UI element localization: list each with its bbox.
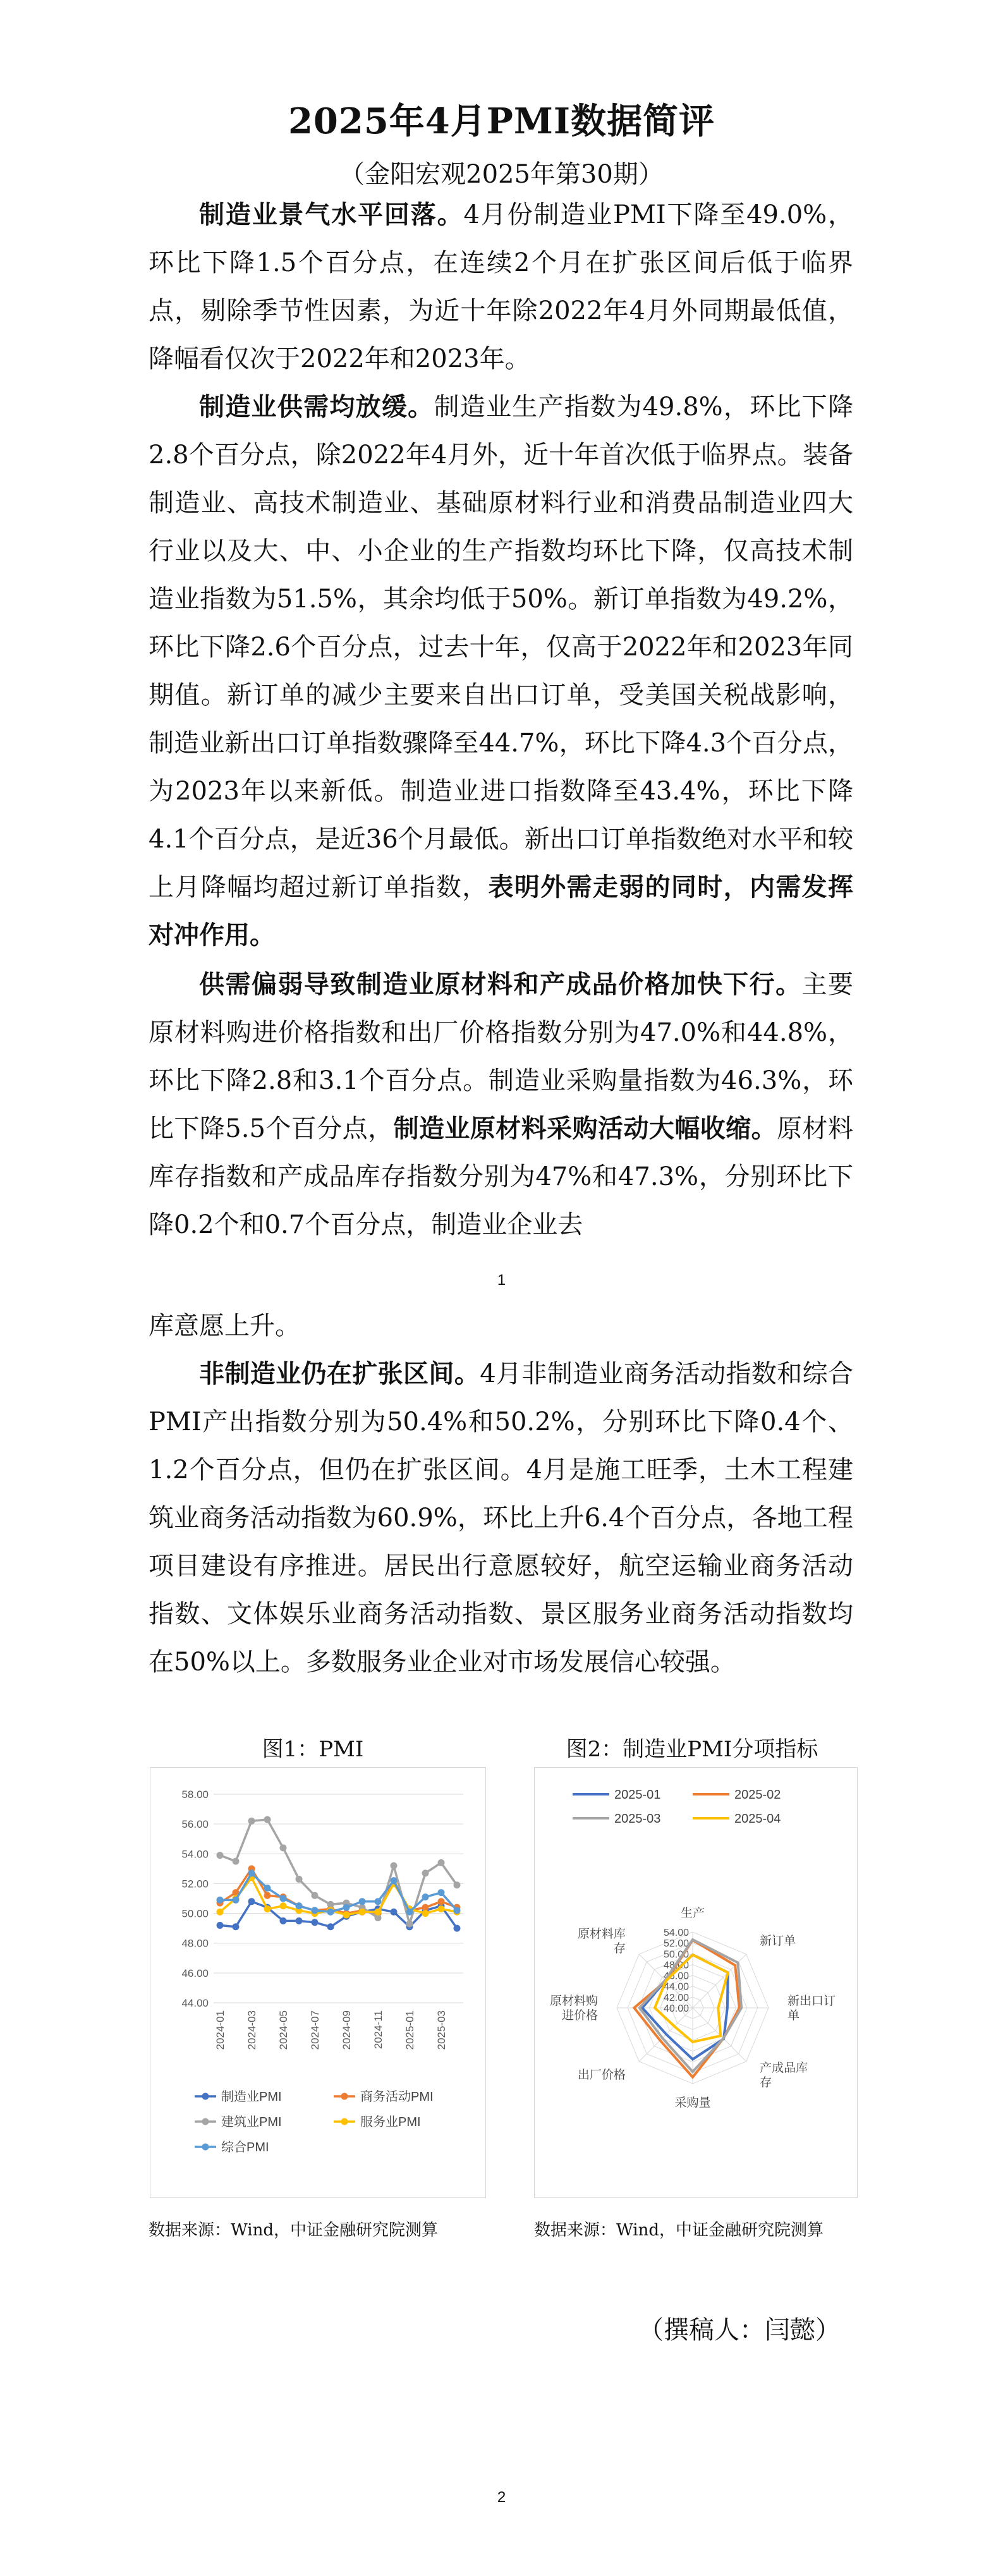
figure-1-caption: 图1：PMI xyxy=(262,1737,364,1762)
ring-label: 52.00 xyxy=(663,1938,689,1950)
data-point xyxy=(375,1909,382,1916)
data-point xyxy=(280,1902,287,1909)
data-point xyxy=(327,1923,334,1930)
data-point xyxy=(327,1901,334,1908)
data-point xyxy=(343,1904,350,1911)
data-point xyxy=(454,1907,461,1914)
ring-label: 40.00 xyxy=(663,2003,689,2014)
data-point xyxy=(233,1923,240,1930)
figure-2-source: 数据来源：Wind，中证金融研究院测算 xyxy=(534,2221,824,2240)
figure-2-caption: 图2：制造业PMI分项指标 xyxy=(566,1737,818,1762)
paragraph-3-continuation: 库意愿上升。 xyxy=(149,1311,300,1340)
data-point xyxy=(422,1893,429,1900)
axis-label xyxy=(578,2068,626,2082)
data-point xyxy=(280,1844,287,1851)
axis-label xyxy=(760,1934,796,1948)
data-point xyxy=(312,1919,319,1926)
x-tick-label: 2025-03 xyxy=(435,2010,447,2050)
axis-label-line: 产成品库 xyxy=(760,2062,808,2075)
legend-label: 服务业PMI xyxy=(360,2115,421,2129)
axis-label xyxy=(760,2061,808,2089)
data-point xyxy=(233,1858,240,1865)
axis-label xyxy=(681,1906,705,1920)
data-point xyxy=(233,1897,240,1904)
data-point xyxy=(312,1907,319,1914)
x-tick-label: 2024-09 xyxy=(341,2010,353,2050)
y-tick-label: 46.00 xyxy=(181,1967,209,1979)
data-point xyxy=(217,1909,224,1916)
x-tick-label: 2024-07 xyxy=(309,2010,321,2050)
y-tick-label: 44.00 xyxy=(181,1997,209,2009)
y-tick-label: 48.00 xyxy=(181,1937,209,1950)
data-point xyxy=(391,1909,398,1916)
data-point xyxy=(359,1909,366,1916)
data-point xyxy=(406,1909,413,1916)
paragraph-2 xyxy=(149,383,853,959)
data-point xyxy=(438,1898,445,1905)
legend-label: 建筑业PMI xyxy=(221,2115,282,2129)
data-point xyxy=(438,1859,445,1866)
x-tick-label: 2024-01 xyxy=(214,2010,226,2050)
data-point xyxy=(296,1917,303,1924)
legend-label: 综合PMI xyxy=(221,2141,269,2154)
data-point xyxy=(327,1909,334,1916)
ring-label: 46.00 xyxy=(663,1971,689,1982)
data-point xyxy=(217,1897,224,1904)
data-point xyxy=(280,1917,287,1924)
figure-1-source: 数据来源：Wind，中证金融研究院测算 xyxy=(149,2221,438,2240)
axis-label-line: 新出口订 xyxy=(787,1995,836,2008)
data-point xyxy=(422,1869,429,1876)
axis-label-line: 生产 xyxy=(680,1907,705,1920)
legend-label: 制造业PMI xyxy=(221,2090,282,2104)
ring-label: 50.00 xyxy=(663,1949,689,1960)
data-point xyxy=(217,1922,224,1929)
data-point xyxy=(264,1892,271,1899)
data-point xyxy=(454,1881,461,1888)
data-point xyxy=(422,1904,429,1911)
x-tick-label: 2024-11 xyxy=(372,2010,384,2050)
data-point xyxy=(391,1877,398,1884)
data-point xyxy=(296,1876,303,1883)
axis-label-line: 采购量 xyxy=(674,2096,711,2110)
axis-label-line: 单 xyxy=(787,2009,800,2022)
axis-label-line: 存 xyxy=(760,2076,772,2090)
data-point xyxy=(438,1905,445,1912)
paragraph-3-body: 主要原材料购进价格指数和出厂价格指数分别为47.0%和44.8%，环比下降2.8和3.1个百分点。制造业采购量指数为46.3%，环比下降5.5个百分点， xyxy=(149,970,854,1143)
pmi-line-chart xyxy=(150,1768,485,2197)
data-point xyxy=(454,1925,461,1932)
y-tick-label: 54.00 xyxy=(181,1848,209,1861)
paragraph-1 xyxy=(149,191,853,383)
data-point xyxy=(264,1905,271,1912)
axis-label-line: 原材料购 xyxy=(549,1995,598,2008)
data-point xyxy=(359,1898,366,1905)
axis-label xyxy=(674,2096,710,2110)
data-point xyxy=(422,1910,429,1917)
paragraph-1-body: 4月份制造业PMI下降至49.0%，环比下降1.5个百分点，在连续2个月在扩张区间后低于临界点，剔除季节性因素，为近十年除2022年4月外同期最低值，降幅看仅次于2022年和2023年。 xyxy=(149,200,853,374)
author-credit: （撰稿人：闫懿） xyxy=(638,2316,841,2345)
data-point xyxy=(391,1862,398,1869)
paragraph-2-heading: 制造业供需均放缓。 xyxy=(199,392,434,422)
x-tick-label: 2024-03 xyxy=(246,2010,258,2050)
data-point xyxy=(296,1902,303,1909)
data-point xyxy=(280,1895,287,1902)
data-point xyxy=(375,1914,382,1921)
axis-label-line: 新订单 xyxy=(760,1934,796,1948)
data-point xyxy=(312,1892,319,1899)
legend-label: 2025-04 xyxy=(734,1812,781,1826)
ring-label: 44.00 xyxy=(663,1981,689,1993)
legend-label: 2025-01 xyxy=(614,1788,661,1802)
paragraph-4 xyxy=(149,1350,853,1686)
y-tick-label: 50.00 xyxy=(181,1907,209,1920)
ring-label: 54.00 xyxy=(663,1928,689,1938)
data-point xyxy=(375,1898,382,1905)
paragraph-3-heading: 供需偏弱导致制造业原材料和产成品价格加快下行。 xyxy=(199,969,802,999)
paragraph-3-highlight: 制造业原材料采购活动大幅收缩。 xyxy=(393,1114,777,1143)
axis-label xyxy=(578,1927,626,1955)
x-tick-label: 2024-05 xyxy=(277,2010,289,2050)
series-line xyxy=(220,1902,457,1928)
page-subtitle: （金阳宏观2025年第30期） xyxy=(339,160,664,189)
data-point xyxy=(217,1852,224,1859)
data-point xyxy=(264,1816,271,1823)
series-line xyxy=(220,1873,457,1912)
axis-label-line: 进价格 xyxy=(561,2009,598,2022)
page-title: 2025年4月PMI数据简评 xyxy=(288,100,715,142)
legend-marker xyxy=(341,2093,348,2100)
legend-marker xyxy=(202,2144,209,2151)
data-point xyxy=(343,1911,350,1918)
paragraph-4-heading: 非制造业仍在扩张区间。 xyxy=(199,1359,480,1388)
y-tick-label: 52.00 xyxy=(181,1878,209,1890)
page-number-2: 2 xyxy=(497,2489,506,2506)
ring-label: 48.00 xyxy=(663,1960,689,1971)
axis-label xyxy=(550,1994,598,2022)
paragraph-3-body-end: 原材料库存指数和产成品库存指数分别为47%和47.3%，分别环比下降0.2个和0.7个百分点，制造业企业去 xyxy=(149,1114,853,1239)
pmi-radar-chart xyxy=(535,1768,857,2197)
figure-2-chart xyxy=(534,1767,858,2198)
legend-marker xyxy=(202,2093,209,2100)
data-point xyxy=(406,1921,413,1928)
axis-label xyxy=(787,1994,836,2022)
y-tick-label: 56.00 xyxy=(181,1818,209,1831)
axis-label-line: 存 xyxy=(613,1941,626,1955)
page-number-1: 1 xyxy=(497,1272,506,1289)
data-point xyxy=(248,1898,255,1905)
data-point xyxy=(438,1889,445,1896)
paragraph-2-body: 制造业生产指数为49.8%，环比下降2.8个百分点，除2022年4月外，近十年首次低于临界点。装备制造业、高技术制造业、基础原材料行业和消费品制造业四大行业以及大、中、小企业的生产指数均环比下降，仅高技术制造业指数为51.5%，其余均低于50%。新订单指数为49.2%，环比下降2.6个百分点，过去十年，仅高于2022年和2023年同期值。新订单的减少主要来自出口订单，受美国关税战影响，制造业新出口订单指数骤降至44.7%，环比下降4.3个百分点，为2023年以来新低。制造业进口指数降至43.4%，环比下降4.1个百分点，是近36个月最低。新出口订单指数绝对水平和较上月降幅均超过新订单指数， xyxy=(149,392,854,902)
legend-marker xyxy=(202,2118,209,2125)
paragraph-1-heading: 制造业景气水平回落。 xyxy=(199,200,464,229)
data-point xyxy=(248,1869,255,1876)
legend-marker xyxy=(341,2118,348,2125)
figure-1-chart xyxy=(150,1767,486,2198)
paragraph-2-conclusion: 表明外需走弱的同时，内需发挥对冲作用。 xyxy=(149,872,853,950)
axis-label-line: 出厂价格 xyxy=(577,2069,626,2082)
data-point xyxy=(264,1885,271,1892)
x-tick-label: 2025-01 xyxy=(404,2010,416,2050)
paragraph-4-body: 4月非制造业商务活动指数和综合PMI产出指数分别为50.4%和50.2%，分别环比下降0.4个、1.2个百分点，但仍在扩张区间。4月是施工旺季，土木工程建筑业商务活动指数为60.9%，环比上升6.4个百分点，各地工程项目建设有序推进。居民出行意愿较好，航空运输业商务活动指数、文体娱乐业商务活动指数、景区服务业商务活动指数均在50%以上。多数服务业企业对市场发展信心较强。 xyxy=(149,1359,853,1677)
axis-label-line: 原材料库 xyxy=(577,1927,626,1941)
legend-label: 商务活动PMI xyxy=(360,2090,434,2104)
y-tick-label: 58.00 xyxy=(181,1789,209,1801)
ring-label: 42.00 xyxy=(663,1992,689,2003)
legend-label: 2025-02 xyxy=(734,1788,781,1802)
paragraph-3 xyxy=(149,961,853,1249)
data-point xyxy=(248,1818,255,1825)
legend-label: 2025-03 xyxy=(614,1812,661,1826)
